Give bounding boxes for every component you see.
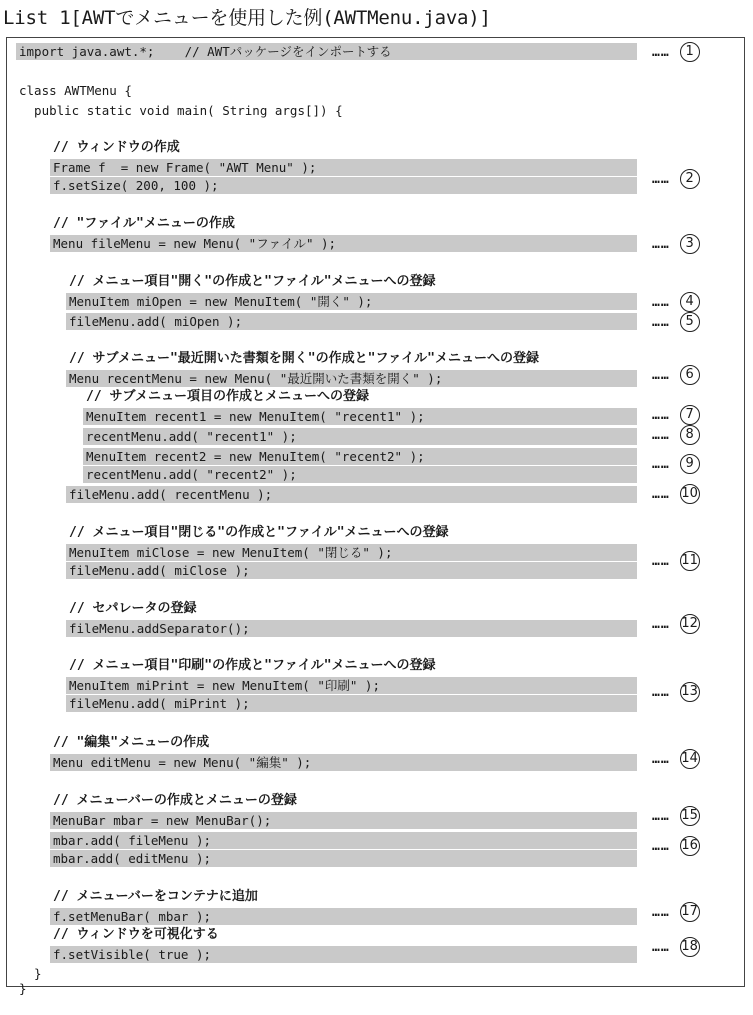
code-line: recentMenu.add( "recent2" ); — [83, 466, 637, 483]
code-listing — [6, 37, 745, 996]
line-marker — [652, 748, 700, 770]
code-comment: // メニュー項目"印刷"の作成と"ファイル"メニューへの登録 — [69, 658, 436, 673]
marker-number: 6 — [680, 365, 700, 385]
marker-number: 7 — [680, 405, 700, 425]
line-marker — [652, 681, 700, 703]
marker-dots: …… — [652, 44, 670, 60]
code-line: fileMenu.add( miPrint ); — [66, 695, 637, 712]
line-marker — [652, 901, 700, 923]
code-line: Menu editMenu = new Menu( "編集" ); — [50, 754, 637, 771]
line-marker — [652, 311, 700, 333]
code-line: import java.awt.*; // AWTパッケージをインポートする — [16, 43, 637, 60]
line-marker — [652, 483, 700, 505]
marker-dots: …… — [652, 486, 670, 502]
marker-dots: …… — [652, 684, 670, 700]
code-line: f.setMenuBar( mbar ); — [50, 908, 637, 925]
code-line: } — [19, 966, 42, 981]
listing-title: List 1[AWTでメニューを使用した例(AWTMenu.java)] — [3, 7, 491, 29]
marker-number: 9 — [680, 454, 700, 474]
code-comment: // ウィンドウを可視化する — [53, 927, 219, 942]
code-line: MenuItem miClose = new MenuItem( "閉じる" ); — [66, 544, 637, 561]
marker-number: 5 — [680, 312, 700, 332]
marker-dots: …… — [652, 751, 670, 767]
code-comment: // メニューバーの作成とメニューの登録 — [53, 793, 297, 808]
marker-number: 12 — [680, 614, 700, 634]
marker-number: 15 — [680, 806, 700, 826]
code-line: fileMenu.add( recentMenu ); — [66, 486, 637, 503]
code-line: MenuItem recent2 = new MenuItem( "recent2" ); — [83, 448, 637, 465]
code-line: Frame f = new Frame( "AWT Menu" ); — [50, 159, 637, 176]
code-line: MenuBar mbar = new MenuBar(); — [50, 812, 637, 829]
line-marker — [652, 835, 700, 857]
marker-dots: …… — [652, 939, 670, 955]
code-comment: // サブメニュー"最近開いた書類を開く"の作成と"ファイル"メニューへの登録 — [69, 351, 540, 366]
line-marker — [652, 805, 700, 827]
code-comment: // ウィンドウの作成 — [53, 140, 180, 155]
marker-number: 3 — [680, 234, 700, 254]
marker-dots: …… — [652, 456, 670, 472]
code-line: fileMenu.add( miClose ); — [66, 562, 637, 579]
marker-number: 18 — [680, 937, 700, 957]
code-line: f.setVisible( true ); — [50, 946, 637, 963]
line-marker — [652, 936, 700, 958]
marker-dots: …… — [652, 838, 670, 854]
marker-number: 17 — [680, 902, 700, 922]
code-comment: // "ファイル"メニューの作成 — [53, 216, 235, 231]
line-marker — [652, 233, 700, 255]
marker-number: 8 — [680, 425, 700, 445]
line-marker — [652, 613, 700, 635]
code-line: } — [19, 981, 27, 996]
marker-dots: …… — [652, 808, 670, 824]
marker-number: 11 — [680, 551, 700, 571]
code-line: recentMenu.add( "recent1" ); — [83, 428, 637, 445]
line-marker — [652, 453, 700, 475]
marker-number: 1 — [680, 42, 700, 62]
marker-dots: …… — [652, 171, 670, 187]
marker-dots: …… — [652, 904, 670, 920]
code-line: mbar.add( editMenu ); — [50, 850, 637, 867]
code-line: public static void main( String args[]) { — [19, 103, 343, 118]
line-marker — [652, 404, 700, 426]
line-marker — [652, 41, 700, 63]
marker-dots: …… — [652, 314, 670, 330]
marker-number: 10 — [680, 484, 700, 504]
marker-number: 13 — [680, 682, 700, 702]
marker-number: 16 — [680, 836, 700, 856]
marker-dots: …… — [652, 553, 670, 569]
code-comment: // サブメニュー項目の作成とメニューへの登録 — [86, 389, 369, 404]
marker-number: 2 — [680, 169, 700, 189]
code-comment: // "編集"メニューの作成 — [53, 735, 210, 750]
line-marker — [652, 550, 700, 572]
line-marker — [652, 168, 700, 190]
marker-dots: …… — [652, 236, 670, 252]
code-line: fileMenu.addSeparator(); — [66, 620, 637, 637]
code-line: class AWTMenu { — [19, 83, 132, 98]
code-line: MenuItem recent1 = new MenuItem( "recent1" ); — [83, 408, 637, 425]
code-line: Menu fileMenu = new Menu( "ファイル" ); — [50, 235, 637, 252]
marker-dots: …… — [652, 407, 670, 423]
code-comment: // メニュー項目"閉じる"の作成と"ファイル"メニューへの登録 — [69, 525, 449, 540]
code-line: MenuItem miPrint = new MenuItem( "印刷" ); — [66, 677, 637, 694]
code-comment: // メニューバーをコンテナに追加 — [53, 889, 258, 904]
code-line: fileMenu.add( miOpen ); — [66, 313, 637, 330]
line-marker — [652, 424, 700, 446]
line-marker — [652, 291, 700, 313]
marker-dots: …… — [652, 367, 670, 383]
code-comment: // セパレータの登録 — [69, 601, 197, 616]
line-marker — [652, 364, 700, 386]
code-line: MenuItem miOpen = new MenuItem( "開く" ); — [66, 293, 637, 310]
marker-dots: …… — [652, 427, 670, 443]
code-line: mbar.add( fileMenu ); — [50, 832, 637, 849]
code-line: Menu recentMenu = new Menu( "最近開いた書類を開く" ); — [66, 370, 637, 387]
marker-number: 4 — [680, 292, 700, 312]
marker-dots: …… — [652, 294, 670, 310]
code-comment: // メニュー項目"開く"の作成と"ファイル"メニューへの登録 — [69, 274, 436, 289]
marker-number: 14 — [680, 749, 700, 769]
marker-dots: …… — [652, 616, 670, 632]
code-line: f.setSize( 200, 100 ); — [50, 177, 637, 194]
